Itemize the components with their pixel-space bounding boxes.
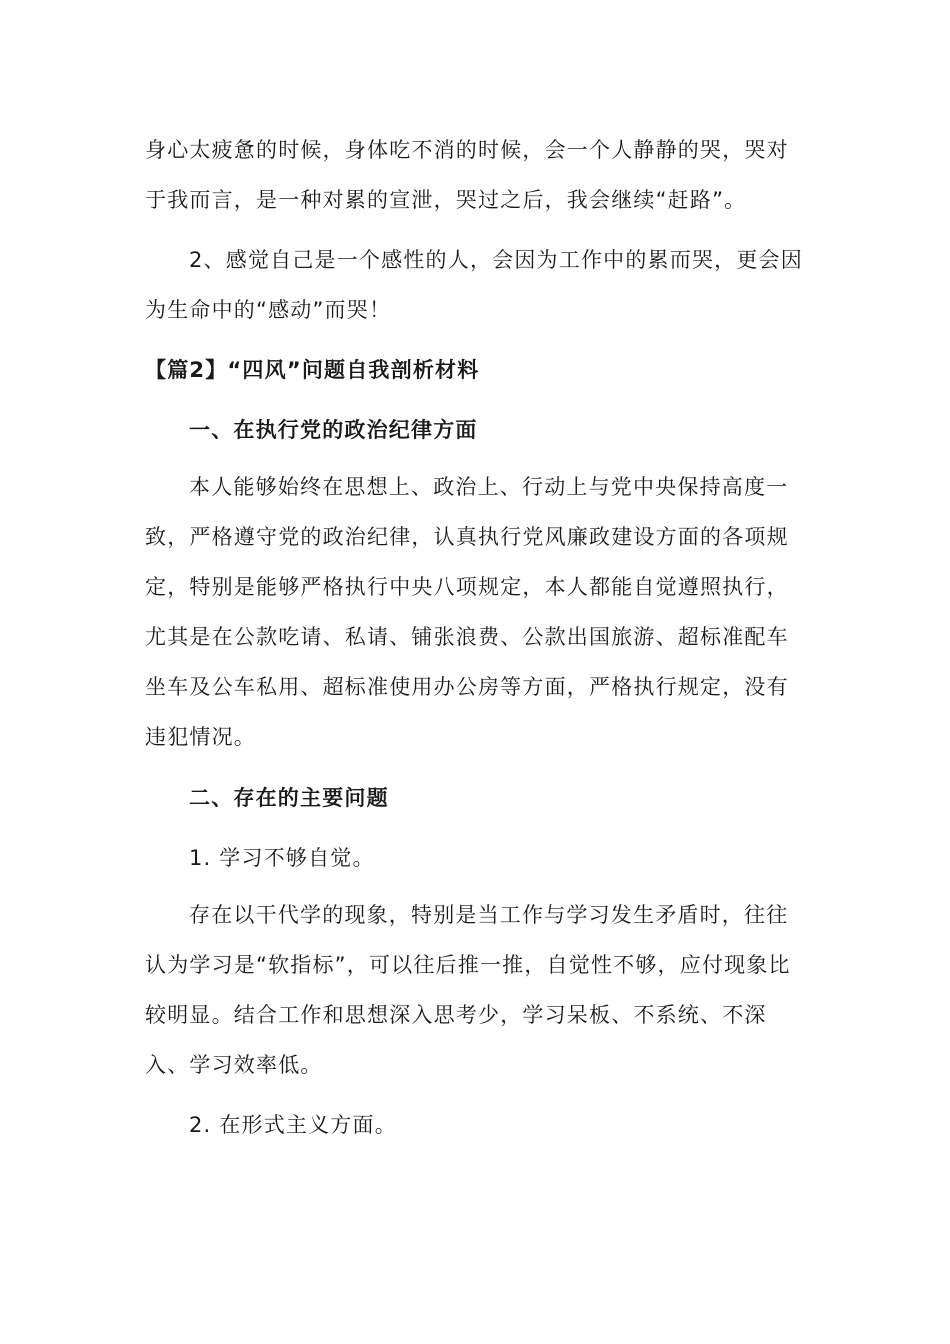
paragraph-political-discipline: 本人能够始终在思想上、政治上、行动上与党中央保持高度一致，严格遵守党的政治纪律，认真执行党风廉政建设方面的各项规定，特别是能够严格执行中央八项规定，本人都能自觉遵照执行，尤其是在公款吃请、私请、铺张浪费、公款出国旅游、超标准配车坐车及公车私用、超标准使用办公房等方面，严格执行规定，没有违犯情况。 xyxy=(145,475,789,749)
list-item-study: 1. 学习不够自觉。 xyxy=(189,846,375,870)
paragraph-study-problem: 存在以干代学的现象，特别是当工作与学习发生矛盾时，往往认为学习是“软指标”，可以往后推一推，自觉性不够，应付现象比较明显。结合工作和思想深入思考少，学习呆板、不系统、不深入、学习效率低。 xyxy=(145,903,791,1077)
paragraph-emotional-person: 2、感觉自己是一个感性的人，会因为工作中的累而哭，更会因为生命中的“感动”而哭！ xyxy=(145,248,803,322)
paragraph-crying-release: 身心太疲惫的时候，身体吃不消的时候，会一个人静静的哭，哭对于我而言，是一种对累的宣泄，哭过之后，我会继续“赶路”。 xyxy=(145,138,789,212)
heading-main-problems: 二、存在的主要问题 xyxy=(189,786,389,810)
heading-political-discipline: 一、在执行党的政治纪律方面 xyxy=(189,418,478,442)
list-item-formalism: 2. 在形式主义方面。 xyxy=(189,1113,397,1137)
section-title: 【篇2】“四风”问题自我剖析材料 xyxy=(145,358,480,382)
